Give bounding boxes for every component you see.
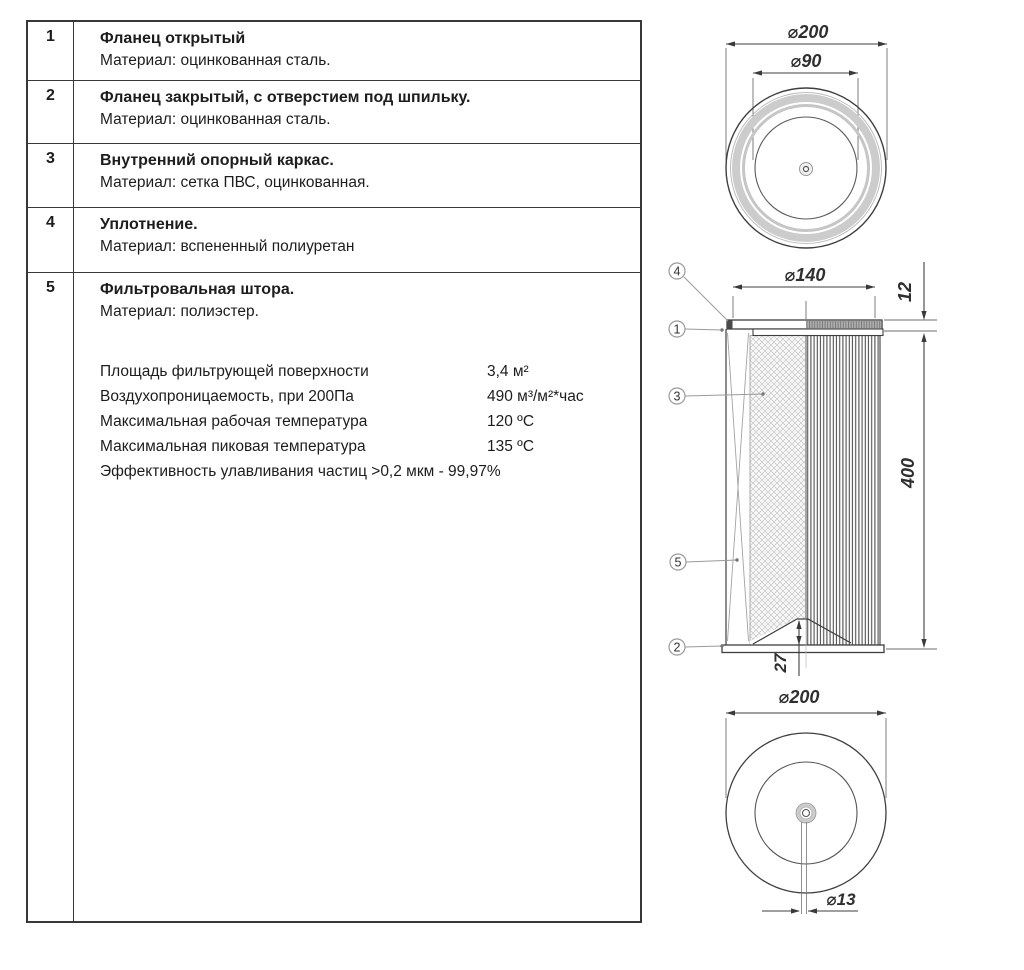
- part-material: Материал: оцинкованная сталь.: [100, 111, 331, 128]
- callout-4: [669, 263, 728, 321]
- dim-label-top-inner-diameter: ⌀90: [790, 51, 822, 71]
- svg-text:1: 1: [673, 322, 681, 337]
- support-cage-mesh: [750, 336, 806, 646]
- table-row: [28, 208, 640, 273]
- part-title: Фланец открытый: [100, 30, 246, 47]
- dim-label-flange-diameter: ⌀140: [784, 265, 826, 285]
- svg-text:4: 4: [673, 264, 681, 279]
- row-number: 3: [28, 144, 74, 207]
- bottom-flange: [722, 645, 884, 653]
- row-number: 1: [28, 22, 74, 80]
- part-title: Внутренний опорный каркас.: [100, 152, 334, 169]
- part-title: Фильтровальная штора.: [100, 281, 295, 298]
- table-row: [28, 144, 640, 208]
- spec-row: Площадь фильтрующей поверхности 3,4 м²: [100, 363, 529, 380]
- spec-row: Максимальная рабочая температура 120 ºС: [100, 413, 535, 430]
- part-material: Материал: сетка ПВС, оцинкованная.: [100, 174, 370, 191]
- spec-list: [100, 359, 632, 484]
- parts-table: [26, 20, 642, 923]
- bottom-view-drawing: [726, 687, 886, 914]
- part-material: Материал: оцинкованная сталь.: [100, 52, 331, 69]
- pleated-media: [806, 336, 880, 646]
- dim-label-stud-hole-diameter: ⌀13: [826, 890, 856, 909]
- svg-text:2: 2: [673, 640, 681, 655]
- row-number: 2: [28, 81, 74, 143]
- flange-lip: [753, 329, 883, 336]
- svg-text:3: 3: [673, 389, 681, 404]
- callout-1: [669, 321, 724, 337]
- side-view-drawing: [669, 262, 937, 676]
- technical-drawing: [650, 10, 1024, 960]
- dim-label-bottom-outer-diameter: ⌀200: [778, 687, 820, 707]
- part-material: Материал: вспененный полиуретан: [100, 238, 355, 255]
- dim-label-flange-height: 12: [895, 281, 915, 303]
- svg-text:5: 5: [674, 555, 682, 570]
- callout-5: [670, 554, 739, 570]
- part-title: Фланец закрытый, с отверстием под шпильку.: [100, 89, 471, 106]
- table-row: [28, 273, 640, 921]
- top-view-drawing: [726, 22, 887, 248]
- row-number: 4: [28, 208, 74, 272]
- efficiency-note: Эффективность улавливания частиц >0,2 мкм - 99,97%: [100, 463, 501, 480]
- dim-label-body-height: 400: [898, 457, 918, 489]
- table-row: [28, 81, 640, 144]
- dim-label-cone-height: 27: [771, 653, 790, 673]
- spec-row: Максимальная пиковая температура 135 ºС: [100, 438, 535, 455]
- part-title: Уплотнение.: [100, 216, 198, 233]
- spec-row: Воздухопроницаемость, при 200Па 490 м³/м²*час: [100, 388, 584, 405]
- row-number: 5: [28, 273, 74, 921]
- seal-mark: [727, 321, 733, 329]
- dim-label-top-outer-diameter: ⌀200: [787, 22, 829, 42]
- table-row: [28, 22, 640, 81]
- callout-2: [669, 639, 724, 655]
- part-material: Материал: полиэстер.: [100, 303, 259, 320]
